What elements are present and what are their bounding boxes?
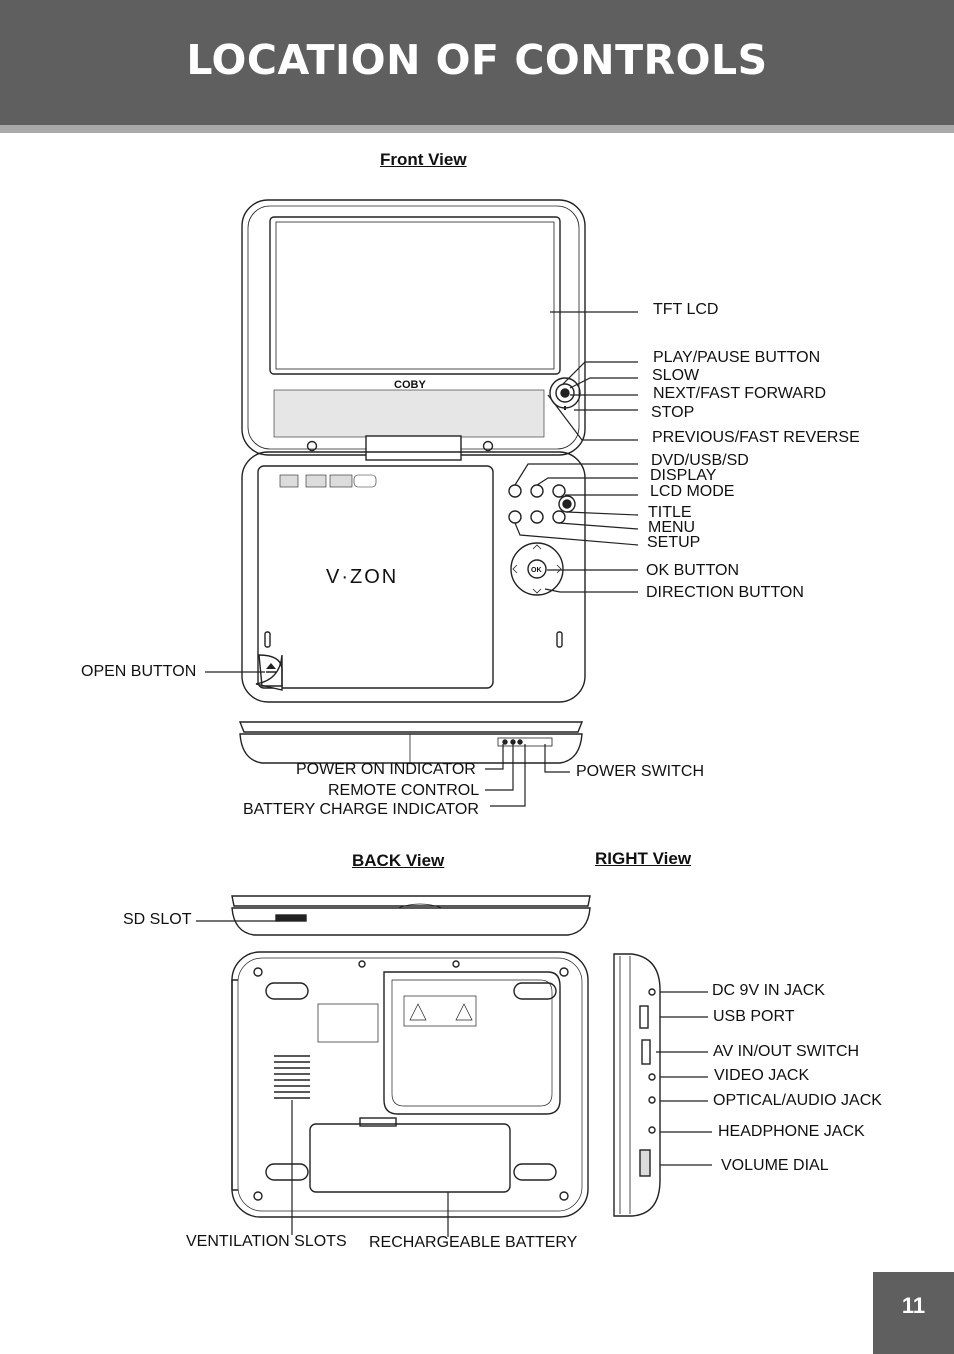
label-volume-dial: VOLUME DIAL (721, 1157, 829, 1174)
label-video-jack: VIDEO JACK (714, 1067, 810, 1084)
back-top-profile (232, 896, 590, 935)
page-title: LOCATION OF CONTROLS (186, 36, 768, 84)
label-stop: STOP (651, 404, 695, 421)
label-lcd-mode: LCD MODE (650, 483, 735, 500)
label-rechargeable-battery: RECHARGEABLE BATTERY (369, 1234, 578, 1251)
label-ventilation-slots: VENTILATION SLOTS (186, 1233, 347, 1250)
label-title: TITLE (648, 504, 692, 521)
label-play-pause: PLAY/PAUSE BUTTON (653, 349, 821, 366)
label-dc-in-jack: DC 9V IN JACK (712, 982, 825, 999)
label-headphone-jack: HEADPHONE JACK (718, 1123, 865, 1140)
label-power-on-indicator: POWER ON INDICATOR (296, 761, 476, 778)
device-product-text: V·ZON (326, 566, 399, 588)
label-battery-charge-indicator: BATTERY CHARGE INDICATOR (243, 801, 479, 818)
label-next-ff: NEXT/FAST FORWARD (653, 385, 827, 402)
right-side-profile (614, 954, 660, 1216)
label-ok-button: OK BUTTON (646, 562, 740, 579)
label-remote-control: REMOTE CONTROL (328, 782, 480, 799)
label-direction-button: DIRECTION BUTTON (646, 584, 804, 601)
label-optical-audio: OPTICAL/AUDIO JACK (713, 1092, 882, 1109)
device-brand-text: COBY (394, 379, 426, 391)
back-bottom (232, 952, 588, 1217)
label-open-button: OPEN BUTTON (81, 663, 197, 680)
label-sd-slot: SD SLOT (123, 911, 192, 928)
label-power-switch: POWER SWITCH (576, 763, 704, 780)
label-setup: SETUP (647, 534, 701, 551)
label-prev-fr: PREVIOUS/FAST REVERSE (652, 429, 860, 446)
label-menu: MENU (648, 519, 696, 536)
label-av-switch: AV IN/OUT SWITCH (713, 1043, 860, 1060)
back-view-heading: BACK View (352, 851, 445, 870)
label-dvd-usb-sd: DVD/USB/SD (651, 452, 749, 469)
label-display: DISPLAY (650, 467, 717, 484)
ok-key-text: OK (531, 567, 542, 574)
page-number: 11 (901, 1293, 926, 1318)
front-view-heading: Front View (380, 150, 467, 169)
closed-unit-profile (240, 722, 582, 763)
label-tft-lcd: TFT LCD (653, 301, 719, 318)
label-usb-port: USB PORT (713, 1008, 795, 1025)
screen-lid (242, 200, 585, 460)
right-view-heading: RIGHT View (595, 849, 692, 868)
label-slow: SLOW (652, 367, 700, 384)
base-unit (242, 452, 585, 702)
